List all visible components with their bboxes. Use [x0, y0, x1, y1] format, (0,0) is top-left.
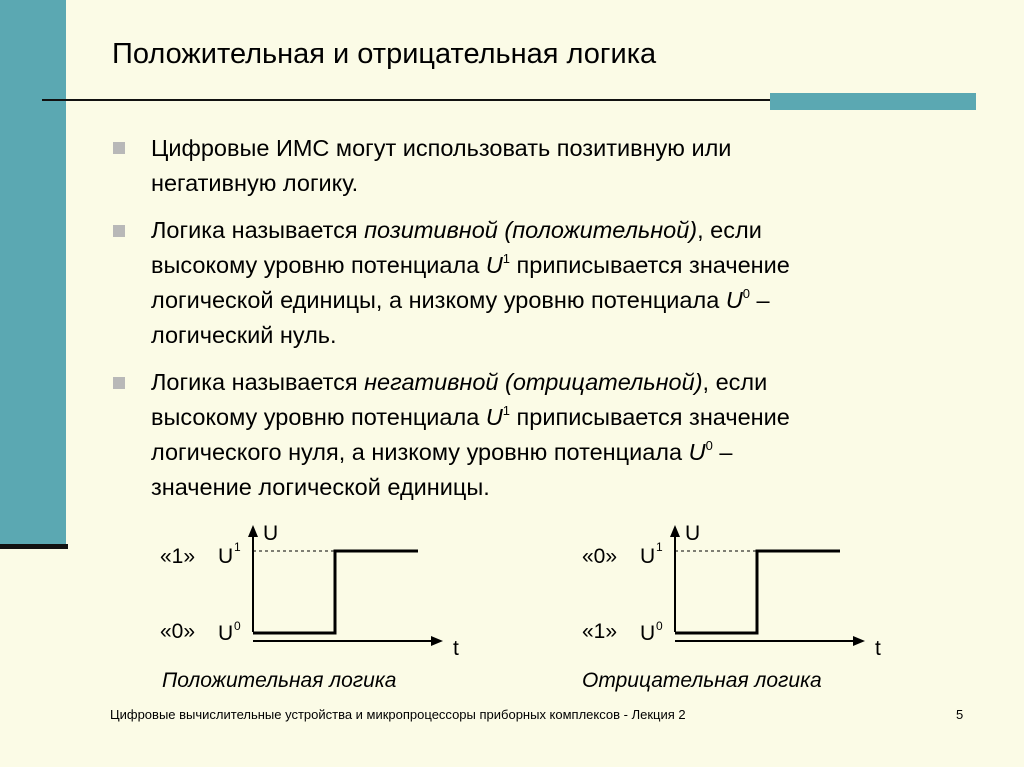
voltage-superscript: 0	[705, 438, 713, 453]
positive-logic-diagram	[150, 512, 510, 702]
voltage-symbol: U	[725, 287, 743, 313]
x-axis-label: t	[875, 637, 881, 660]
bullet-square-icon	[113, 225, 125, 237]
page-number: 5	[956, 707, 964, 722]
bullet-line	[151, 248, 790, 283]
text-run: высокому уровню потенциала	[151, 404, 486, 430]
voltage-symbol: U	[485, 252, 503, 278]
text-run: , если	[702, 369, 768, 395]
bullet-square-icon	[113, 142, 125, 154]
voltage-superscript: 1	[502, 251, 511, 266]
y-axis-arrow-icon	[670, 525, 680, 537]
low-voltage-label: U	[640, 622, 656, 645]
signal-waveform	[675, 551, 840, 633]
voltage-superscript: 0	[742, 286, 751, 301]
bullet-line	[151, 435, 790, 470]
x-axis-arrow-icon	[431, 636, 443, 646]
title-accent-block	[770, 93, 976, 110]
text-run: приписывается значение	[510, 404, 790, 430]
low-logic-label: «1»	[582, 620, 618, 643]
low-voltage-superscript: 0	[234, 619, 241, 633]
high-voltage-superscript: 1	[656, 540, 663, 554]
bullet-line	[151, 365, 790, 400]
y-axis-arrow-icon	[248, 525, 258, 537]
low-voltage-label: U	[218, 622, 234, 645]
negative-logic-diagram	[572, 512, 932, 702]
bullet-line	[151, 283, 790, 318]
slide-title: Положительная и отрицательная логика	[112, 38, 657, 70]
text-run: –	[750, 287, 770, 313]
side-accent-bar	[0, 0, 66, 546]
bullet-item-2	[151, 213, 790, 353]
bullet-line	[151, 400, 790, 435]
high-logic-label: «0»	[582, 545, 618, 568]
x-axis-arrow-icon	[853, 636, 865, 646]
bullet-line: значение логической единицы.	[151, 474, 490, 500]
y-axis-label: U	[263, 522, 279, 545]
y-axis-label: U	[685, 522, 701, 545]
text-run: , если	[697, 217, 762, 243]
side-accent-bar-edge	[0, 544, 68, 549]
low-logic-label: «0»	[160, 620, 196, 643]
text-run: логического нуля, а низкому уровню потенциала	[151, 439, 689, 465]
bullet-line: Цифровые ИМС могут использовать позитивную или	[151, 135, 732, 161]
emphasis-term: негативной (отрицательной)	[364, 369, 703, 395]
x-axis-label: t	[453, 637, 459, 660]
text-run: Логика называется	[151, 217, 365, 243]
text-run: приписывается значение	[510, 252, 790, 278]
voltage-superscript: 1	[502, 403, 511, 418]
text-run: логической единицы, а низкому уровню потенциала	[151, 287, 726, 313]
voltage-symbol: U	[485, 404, 503, 430]
low-voltage-superscript: 0	[656, 619, 663, 633]
high-voltage-label: U	[640, 545, 656, 568]
text-run: Логика называется	[151, 369, 365, 395]
bullet-line: логический нуль.	[151, 322, 337, 348]
diagram-caption: Отрицательная логика	[582, 669, 822, 692]
bullet-line	[151, 213, 790, 248]
text-run: высокому уровню потенциала	[151, 252, 486, 278]
diagram-caption: Положительная логика	[162, 669, 397, 692]
bullet-square-icon	[113, 377, 125, 389]
bullet-item-1	[151, 131, 731, 201]
high-logic-label: «1»	[160, 545, 196, 568]
bullet-line: негативную логику.	[151, 170, 359, 196]
signal-waveform	[253, 551, 418, 633]
high-voltage-label: U	[218, 545, 234, 568]
bullet-item-3	[151, 365, 790, 505]
high-voltage-superscript: 1	[234, 540, 241, 554]
emphasis-term: позитивной (положительной)	[364, 217, 698, 243]
slide-footer: Цифровые вычислительные устройства и микропроцессоры приборных комплексов - Лекция 2	[110, 707, 686, 722]
voltage-symbol: U	[688, 439, 706, 465]
text-run: –	[712, 439, 733, 465]
